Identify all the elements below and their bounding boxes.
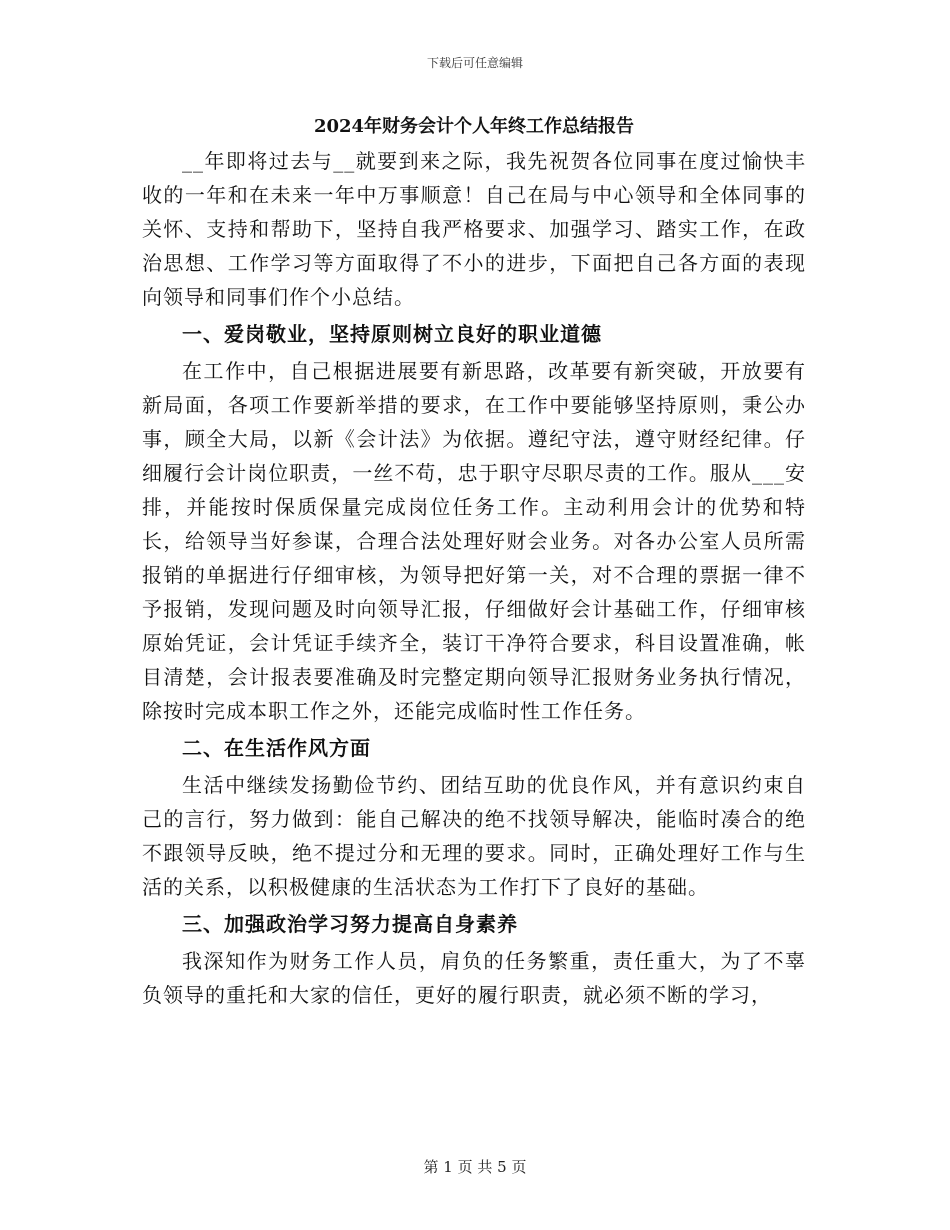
section-body-3: 我深知作为财务工作人员，肩负的任务繁重，责任重大，为了不辜负领导的重托和大家的信任，更好的履行职责，就必须不断的学习， (142, 949, 806, 1007)
page-number-footer: 第 1 页 共 5 页 (423, 1158, 527, 1176)
section-heading-1: 一、爱岗敬业，坚持原则树立良好的职业道德 (182, 322, 602, 346)
document-body (142, 110, 806, 1012)
section-heading-3: 三、加强政治学习努力提高自身素养 (182, 912, 518, 936)
section-heading-2: 二、在生活作风方面 (182, 736, 371, 760)
intro-paragraph: __年即将过去与__就要到来之际，我先祝贺各位同事在度过愉快丰收的一年和在未来一年中万事顺意！自己在局与中心领导和全体同事的关怀、支持和帮助下，坚持自我严格要求、加强学习、踏实工作，在政治思想、工作学习等方面取得了不小的进步，下面把自己各方面的表现向领导和同事们作个小总结。 (142, 149, 806, 309)
section-body-2: 生活中继续发扬勤俭节约、团结互助的优良作风，并有意识约束自己的言行，努力做到：能自己解决的绝不找领导解决，能临时凑合的绝不跟领导反映，绝不提过分和无理的要求。同时，正确处理好工作与生活的关系，以积极健康的生活状态为工作打下了良好的基础。 (142, 773, 806, 899)
document-title: 2024年财务会计个人年终工作总结报告 (313, 116, 635, 137)
section-body-1: 在工作中，自己根据进展要有新思路，改革要有新突破，开放要有新局面，各项工作要新举措的要求，在工作中要能够坚持原则，秉公办事，顾全大局，以新《会计法》为依据。遵纪守法，遵守财经纪律。仔细履行会计岗位职责，一丝不苟，忠于职守尽职尽责的工作。服从___安排，并能按时保质保量完成岗位任务工作。主动利用会计的优势和特长，给领导当好参谋，合理合法处理好财会业务。对各办公室人员所需报销的单据进行仔细审核，为领导把好第一关，对不合理的票据一律不予报销，发现问题及时向领导汇报，仔细做好会计基础工作，仔细审核原始凭证，会计凭证手续齐全，装订干净符合要求，科目设置准确，帐目清楚，会计报表要准确及时完整定期向领导汇报财务业务执行情况，除按时完成本职工作之外，还能完成临时性工作任务。 (142, 359, 806, 723)
header-note: 下载后可任意编辑 (426, 56, 523, 70)
